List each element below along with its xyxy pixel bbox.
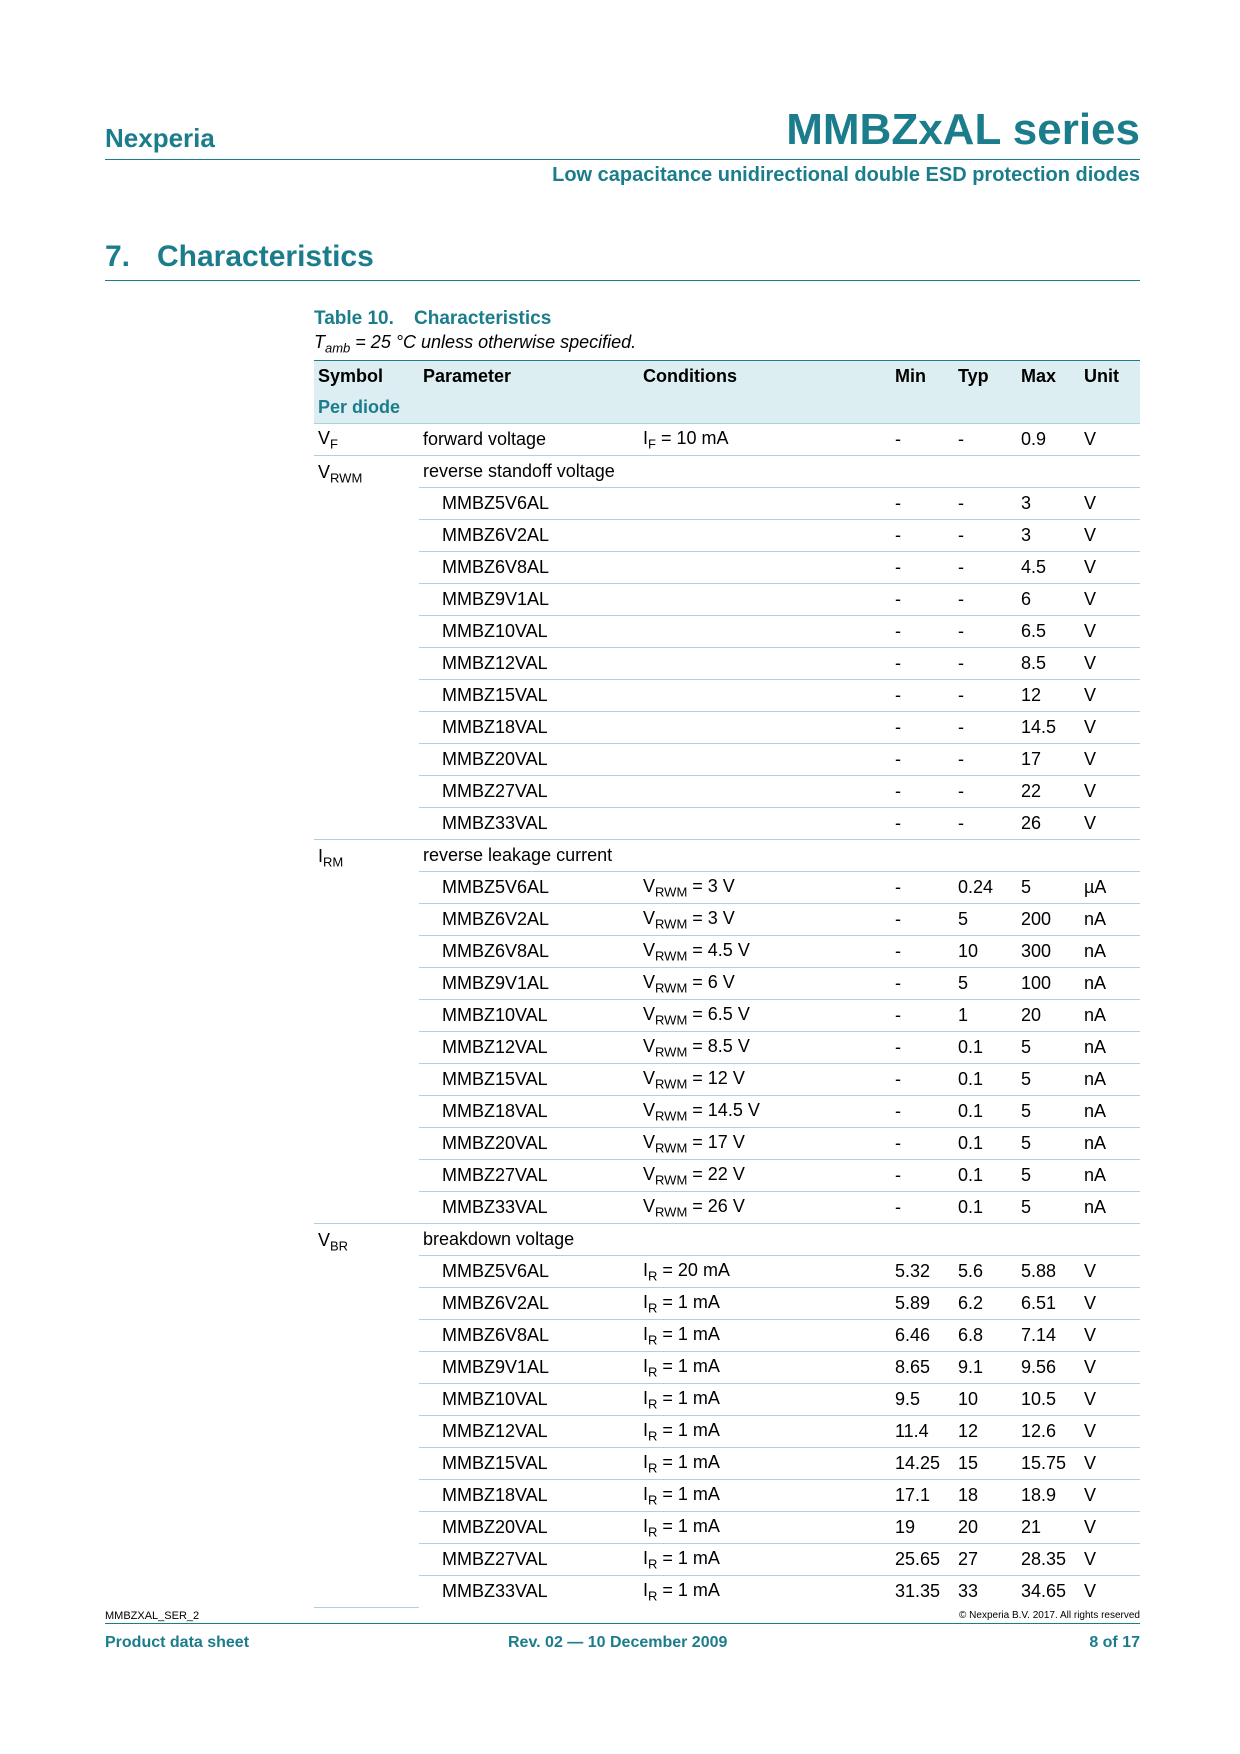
- min-cell: -: [891, 904, 954, 936]
- unit-cell: V: [1080, 616, 1140, 648]
- min-cell: -: [891, 1128, 954, 1160]
- conditions-cell: [639, 520, 891, 552]
- table-label: Table 10.: [314, 308, 394, 329]
- device-type-cell: MMBZ6V8AL: [419, 552, 639, 584]
- table-row: [314, 648, 1140, 680]
- typ-cell: 5.6: [954, 1256, 1017, 1288]
- max-cell: 6.51: [1017, 1288, 1080, 1320]
- conditions-cell: $V_{RWM} = 17$ V: [639, 1128, 891, 1160]
- conditions-cell: $I_R = 1$ mA: [639, 1288, 891, 1320]
- conditions-cell: $I_R = 1$ mA: [639, 1480, 891, 1512]
- table-row: [314, 680, 1140, 712]
- conditions-cell: $V_{RWM} = 22$ V: [639, 1160, 891, 1192]
- unit-cell: V: [1080, 776, 1140, 808]
- conditions-cell: [639, 808, 891, 840]
- typ-cell: 10: [954, 1384, 1017, 1416]
- unit-cell: V: [1080, 744, 1140, 776]
- device-type-cell: MMBZ18VAL: [419, 712, 639, 744]
- device-type-cell: MMBZ18VAL: [419, 1096, 639, 1128]
- max-cell: 21: [1017, 1512, 1080, 1544]
- typ-cell: -: [954, 488, 1017, 520]
- min-cell: -: [891, 1032, 954, 1064]
- device-type-cell: MMBZ20VAL: [419, 1512, 639, 1544]
- table-row: [314, 1480, 1140, 1512]
- parameter-cell: breakdown voltage: [419, 1224, 1140, 1256]
- min-cell: 6.46: [891, 1320, 954, 1352]
- typ-cell: -: [954, 712, 1017, 744]
- device-type-cell: MMBZ12VAL: [419, 1416, 639, 1448]
- max-cell: 14.5: [1017, 712, 1080, 744]
- unit-cell: V: [1080, 1288, 1140, 1320]
- typ-cell: 9.1: [954, 1352, 1017, 1384]
- conditions-cell: [639, 776, 891, 808]
- max-cell: 15.75: [1017, 1448, 1080, 1480]
- conditions-cell: $I_R = 1$ mA: [639, 1512, 891, 1544]
- device-type-cell: MMBZ33VAL: [442, 1581, 548, 1601]
- max-cell: 12: [1017, 680, 1080, 712]
- header-divider: [105, 159, 1140, 160]
- typ-cell: 0.1: [954, 1032, 1017, 1064]
- unit-cell: V: [1080, 1448, 1140, 1480]
- conditions-cell: $V_{RWM} = 6.5$ V: [639, 1000, 891, 1032]
- min-cell: -: [891, 936, 954, 968]
- conditions-cell: $I_R = 1$ mA: [643, 1579, 720, 1604]
- conditions-cell: [639, 616, 891, 648]
- group-label: Per diode: [314, 392, 1140, 424]
- max-cell: 0.9: [1017, 424, 1080, 456]
- device-type-cell: MMBZ12VAL: [419, 1032, 639, 1064]
- conditions-cell: [639, 648, 891, 680]
- unit-cell: µA: [1080, 872, 1140, 904]
- column-header: Unit: [1080, 361, 1140, 393]
- unit-cell: nA: [1080, 1192, 1140, 1224]
- unit-cell: V: [1080, 1480, 1140, 1512]
- conditions-cell: [639, 584, 891, 616]
- max-cell: 5.88: [1017, 1256, 1080, 1288]
- conditions-cell: $I_R = 1$ mA: [639, 1448, 891, 1480]
- min-cell: -: [891, 488, 954, 520]
- device-type-cell: MMBZ9V1AL: [419, 1352, 639, 1384]
- max-cell: 8.5: [1017, 648, 1080, 680]
- parameter-heading-row: [314, 456, 1140, 488]
- min-cell: -: [891, 584, 954, 616]
- min-cell: -: [891, 552, 954, 584]
- device-type-cell: MMBZ33VAL: [419, 1192, 639, 1224]
- table-row: [314, 1064, 1140, 1096]
- conditions-cell: $I_F = 10$ mA: [639, 424, 891, 456]
- max-cell: 17: [1017, 744, 1080, 776]
- typ-cell: -: [954, 424, 1017, 456]
- unit-cell: nA: [1080, 1064, 1140, 1096]
- table-caption: [314, 308, 551, 330]
- typ-cell: 1: [954, 1000, 1017, 1032]
- max-cell: 5: [1017, 1160, 1080, 1192]
- footer-document-id: MMBZXAL_SER_2: [105, 1610, 200, 1622]
- min-cell: -: [891, 424, 954, 456]
- symbol-cell: $V_{BR}$: [314, 1224, 419, 1608]
- conditions-cell: [639, 552, 891, 584]
- table-row: [314, 904, 1140, 936]
- device-type-cell: MMBZ6V2AL: [419, 1288, 639, 1320]
- max-cell: 4.5: [1017, 552, 1080, 584]
- table-row: [314, 488, 1140, 520]
- min-cell: 14.25: [891, 1448, 954, 1480]
- conditions-cell: $V_{RWM} = 6$ V: [639, 968, 891, 1000]
- unit-cell: nA: [1080, 968, 1140, 1000]
- min-cell: -: [891, 872, 954, 904]
- unit-cell: nA: [1080, 1000, 1140, 1032]
- min-cell: -: [891, 1000, 954, 1032]
- table-header-row: [314, 361, 1140, 393]
- typ-cell: 0.1: [954, 1160, 1017, 1192]
- table-row: [314, 1352, 1140, 1384]
- conditions-cell: $V_{RWM} = 8.5$ V: [639, 1032, 891, 1064]
- table-row: [314, 712, 1140, 744]
- unit-cell: nA: [1080, 904, 1140, 936]
- table-row: [314, 1448, 1140, 1480]
- conditions-cell: $V_{RWM} = 3$ V: [639, 872, 891, 904]
- device-type-cell: MMBZ6V8AL: [419, 1320, 639, 1352]
- symbol-cell: $V_{RWM}$: [314, 456, 419, 840]
- table-row: [314, 968, 1140, 1000]
- column-header: Min: [891, 361, 954, 393]
- section-title: Characteristics: [157, 240, 374, 273]
- table-row: [314, 1256, 1140, 1288]
- device-type-cell: MMBZ10VAL: [419, 1000, 639, 1032]
- device-type-cell: MMBZ6V2AL: [419, 904, 639, 936]
- device-type-cell: MMBZ27VAL: [419, 776, 639, 808]
- min-cell: 8.65: [891, 1352, 954, 1384]
- parameter-cell: reverse leakage current: [419, 840, 1140, 872]
- unit-cell: V: [1080, 808, 1140, 840]
- unit-cell: V: [1080, 680, 1140, 712]
- column-header: Typ: [954, 361, 1017, 393]
- footer-copyright: © Nexperia B.V. 2017. All rights reserved: [959, 1610, 1140, 1621]
- min-cell: -: [891, 808, 954, 840]
- document-subtitle: Low capacitance unidirectional double ESD protection diodes: [552, 164, 1140, 186]
- max-cell: 100: [1017, 968, 1080, 1000]
- device-type-cell: MMBZ20VAL: [419, 744, 639, 776]
- table-row: [314, 1576, 1140, 1608]
- section-heading: [105, 240, 374, 274]
- typ-cell: 18: [954, 1480, 1017, 1512]
- max-cell: 5: [1017, 1128, 1080, 1160]
- min-cell: -: [891, 1160, 954, 1192]
- min-cell: -: [891, 520, 954, 552]
- min-cell: -: [891, 1192, 954, 1224]
- brand-name: Nexperia: [105, 123, 215, 153]
- section-divider: [105, 280, 1140, 281]
- unit-cell: nA: [1080, 1096, 1140, 1128]
- typ-cell: 5: [954, 968, 1017, 1000]
- symbol-cell: $I_{RM}$: [314, 840, 419, 1224]
- min-cell: -: [891, 1096, 954, 1128]
- typ-cell: -: [954, 680, 1017, 712]
- conditions-cell: $V_{RWM} = 14.5$ V: [639, 1096, 891, 1128]
- max-cell: 9.56: [1017, 1352, 1080, 1384]
- max-cell: 200: [1017, 904, 1080, 936]
- min-cell: -: [891, 744, 954, 776]
- max-cell: 26: [1017, 808, 1080, 840]
- max-cell: 5: [1017, 1096, 1080, 1128]
- table-row: [314, 1192, 1140, 1224]
- typ-cell: 33: [958, 1581, 979, 1601]
- typ-cell: 20: [954, 1512, 1017, 1544]
- table-row: [314, 616, 1140, 648]
- device-type-cell: MMBZ5V6AL: [419, 488, 639, 520]
- typ-cell: -: [954, 584, 1017, 616]
- max-cell: 22: [1017, 776, 1080, 808]
- typ-cell: -: [954, 744, 1017, 776]
- max-cell: 28.35: [1017, 1544, 1080, 1576]
- table-row: [314, 1096, 1140, 1128]
- min-cell: 19: [891, 1512, 954, 1544]
- max-cell: 12.6: [1017, 1416, 1080, 1448]
- device-type-cell: MMBZ15VAL: [419, 1064, 639, 1096]
- unit-cell: nA: [1080, 1128, 1140, 1160]
- table-note: $T_{amb} = 25$ °C unless otherwise specified.: [314, 332, 637, 356]
- table-row: [314, 1416, 1140, 1448]
- typ-cell: 0.1: [954, 1128, 1017, 1160]
- table-row: [314, 552, 1140, 584]
- device-type-cell: MMBZ10VAL: [419, 1384, 639, 1416]
- max-cell: 10.5: [1017, 1384, 1080, 1416]
- conditions-cell: $I_R = 1$ mA: [639, 1544, 891, 1576]
- min-cell: 31.35: [895, 1581, 941, 1601]
- column-header: Conditions: [639, 361, 891, 393]
- max-cell: 3: [1017, 520, 1080, 552]
- typ-cell: 0.1: [954, 1096, 1017, 1128]
- typ-cell: 5: [954, 904, 1017, 936]
- typ-cell: 27: [954, 1544, 1017, 1576]
- characteristics-table: [314, 360, 1140, 1608]
- unit-cell: V: [1080, 488, 1140, 520]
- min-cell: -: [891, 616, 954, 648]
- device-type-cell: MMBZ6V2AL: [419, 520, 639, 552]
- unit-cell: V: [1080, 712, 1140, 744]
- table-row: [314, 872, 1140, 904]
- conditions-cell: [639, 744, 891, 776]
- min-cell: -: [891, 712, 954, 744]
- typ-cell: -: [954, 520, 1017, 552]
- typ-cell: 15: [954, 1448, 1017, 1480]
- max-cell: 6: [1017, 584, 1080, 616]
- max-cell: 5: [1017, 872, 1080, 904]
- table-row: [314, 424, 1140, 456]
- conditions-cell: $V_{RWM} = 4.5$ V: [639, 936, 891, 968]
- typ-cell: -: [954, 808, 1017, 840]
- typ-cell: 6.8: [954, 1320, 1017, 1352]
- max-cell: 6.5: [1017, 616, 1080, 648]
- parameter-heading-row: [314, 1224, 1140, 1256]
- typ-cell: 0.1: [954, 1192, 1017, 1224]
- min-cell: -: [891, 648, 954, 680]
- conditions-cell: $I_R = 20$ mA: [639, 1256, 891, 1288]
- table-row: [314, 1032, 1140, 1064]
- conditions-cell: [639, 680, 891, 712]
- typ-cell: 12: [954, 1416, 1017, 1448]
- table-row: [314, 1128, 1140, 1160]
- device-type-cell: MMBZ5V6AL: [419, 1256, 639, 1288]
- footer-revision: Rev. 02 — 10 December 2009: [508, 1634, 728, 1651]
- table-row: [314, 1384, 1140, 1416]
- min-cell: 17.1: [891, 1480, 954, 1512]
- typ-cell: 6.2: [954, 1288, 1017, 1320]
- table-row: [314, 744, 1140, 776]
- max-cell: 5: [1017, 1192, 1080, 1224]
- parameter-cell: forward voltage: [419, 424, 639, 456]
- min-cell: 11.4: [891, 1416, 954, 1448]
- column-header: Parameter: [419, 361, 639, 393]
- device-type-cell: MMBZ27VAL: [419, 1160, 639, 1192]
- min-cell: -: [891, 968, 954, 1000]
- parameter-cell: reverse standoff voltage: [419, 456, 1140, 488]
- table-row: [314, 936, 1140, 968]
- typ-cell: 0.1: [954, 1064, 1017, 1096]
- group-row: [314, 392, 1140, 424]
- min-cell: -: [891, 680, 954, 712]
- table-row: [314, 808, 1140, 840]
- device-type-cell: MMBZ20VAL: [419, 1128, 639, 1160]
- device-type-cell: MMBZ9V1AL: [419, 584, 639, 616]
- unit-cell: nA: [1080, 1160, 1140, 1192]
- document-title: MMBZxAL series: [786, 105, 1140, 154]
- unit-cell: V: [1080, 1256, 1140, 1288]
- column-header: Symbol: [314, 361, 419, 393]
- min-cell: 5.89: [891, 1288, 954, 1320]
- device-type-cell: MMBZ15VAL: [419, 680, 639, 712]
- typ-cell: -: [954, 552, 1017, 584]
- column-header: Max: [1017, 361, 1080, 393]
- table-row: [314, 520, 1140, 552]
- typ-cell: -: [954, 776, 1017, 808]
- typ-cell: 0.24: [954, 872, 1017, 904]
- max-cell: 5: [1017, 1064, 1080, 1096]
- table-row: [314, 1000, 1140, 1032]
- min-cell: -: [891, 1064, 954, 1096]
- unit-cell: V: [1080, 648, 1140, 680]
- table-row: [314, 1544, 1140, 1576]
- table-row: [314, 1160, 1140, 1192]
- footer-doc-type: Product data sheet: [105, 1634, 250, 1651]
- conditions-cell: $V_{RWM} = 3$ V: [639, 904, 891, 936]
- unit-cell: V: [1080, 520, 1140, 552]
- conditions-cell: $V_{RWM} = 12$ V: [639, 1064, 891, 1096]
- unit-cell: V: [1080, 1352, 1140, 1384]
- min-cell: -: [891, 776, 954, 808]
- conditions-cell: $I_R = 1$ mA: [639, 1320, 891, 1352]
- min-cell: 25.65: [891, 1544, 954, 1576]
- conditions-cell: $I_R = 1$ mA: [639, 1416, 891, 1448]
- device-type-cell: MMBZ10VAL: [419, 616, 639, 648]
- unit-cell: V: [1080, 1320, 1140, 1352]
- conditions-cell: $V_{RWM} = 26$ V: [639, 1192, 891, 1224]
- parameter-heading-row: [314, 840, 1140, 872]
- unit-cell: V: [1084, 1581, 1097, 1601]
- typ-cell: 10: [954, 936, 1017, 968]
- max-cell: 20: [1017, 1000, 1080, 1032]
- device-type-cell: MMBZ27VAL: [419, 1544, 639, 1576]
- typ-cell: -: [954, 648, 1017, 680]
- conditions-cell: $I_R = 1$ mA: [639, 1352, 891, 1384]
- table-title: Characteristics: [414, 308, 552, 329]
- device-type-cell: MMBZ15VAL: [419, 1448, 639, 1480]
- device-type-cell: MMBZ6V8AL: [419, 936, 639, 968]
- footer-divider: [105, 1623, 1140, 1624]
- symbol-cell: $V_F$: [314, 424, 419, 456]
- device-type-cell: MMBZ12VAL: [419, 648, 639, 680]
- table-row: [314, 1288, 1140, 1320]
- table-row: [314, 776, 1140, 808]
- unit-cell: V: [1080, 424, 1140, 456]
- max-cell: 18.9: [1017, 1480, 1080, 1512]
- min-cell: 5.32: [891, 1256, 954, 1288]
- unit-cell: V: [1080, 1512, 1140, 1544]
- conditions-cell: $I_R = 1$ mA: [639, 1384, 891, 1416]
- typ-cell: -: [954, 616, 1017, 648]
- table-row: [314, 1320, 1140, 1352]
- unit-cell: V: [1080, 1384, 1140, 1416]
- max-cell: 5: [1017, 1032, 1080, 1064]
- unit-cell: V: [1080, 584, 1140, 616]
- unit-cell: nA: [1080, 1032, 1140, 1064]
- unit-cell: V: [1080, 1544, 1140, 1576]
- max-cell: 3: [1017, 488, 1080, 520]
- conditions-cell: [639, 712, 891, 744]
- device-type-cell: MMBZ5V6AL: [419, 872, 639, 904]
- device-type-cell: MMBZ33VAL: [419, 808, 639, 840]
- device-type-cell: MMBZ18VAL: [419, 1480, 639, 1512]
- unit-cell: V: [1080, 552, 1140, 584]
- unit-cell: V: [1080, 1416, 1140, 1448]
- min-cell: 9.5: [891, 1384, 954, 1416]
- footer-page-number: 8 of 17: [1089, 1634, 1140, 1651]
- table-row: [314, 1512, 1140, 1544]
- section-number: 7.: [105, 240, 131, 273]
- table-row: [314, 584, 1140, 616]
- max-cell: 300: [1017, 936, 1080, 968]
- conditions-cell: [639, 488, 891, 520]
- max-cell: 7.14: [1017, 1320, 1080, 1352]
- unit-cell: nA: [1080, 936, 1140, 968]
- max-cell: 34.65: [1021, 1581, 1067, 1601]
- device-type-cell: MMBZ9V1AL: [419, 968, 639, 1000]
